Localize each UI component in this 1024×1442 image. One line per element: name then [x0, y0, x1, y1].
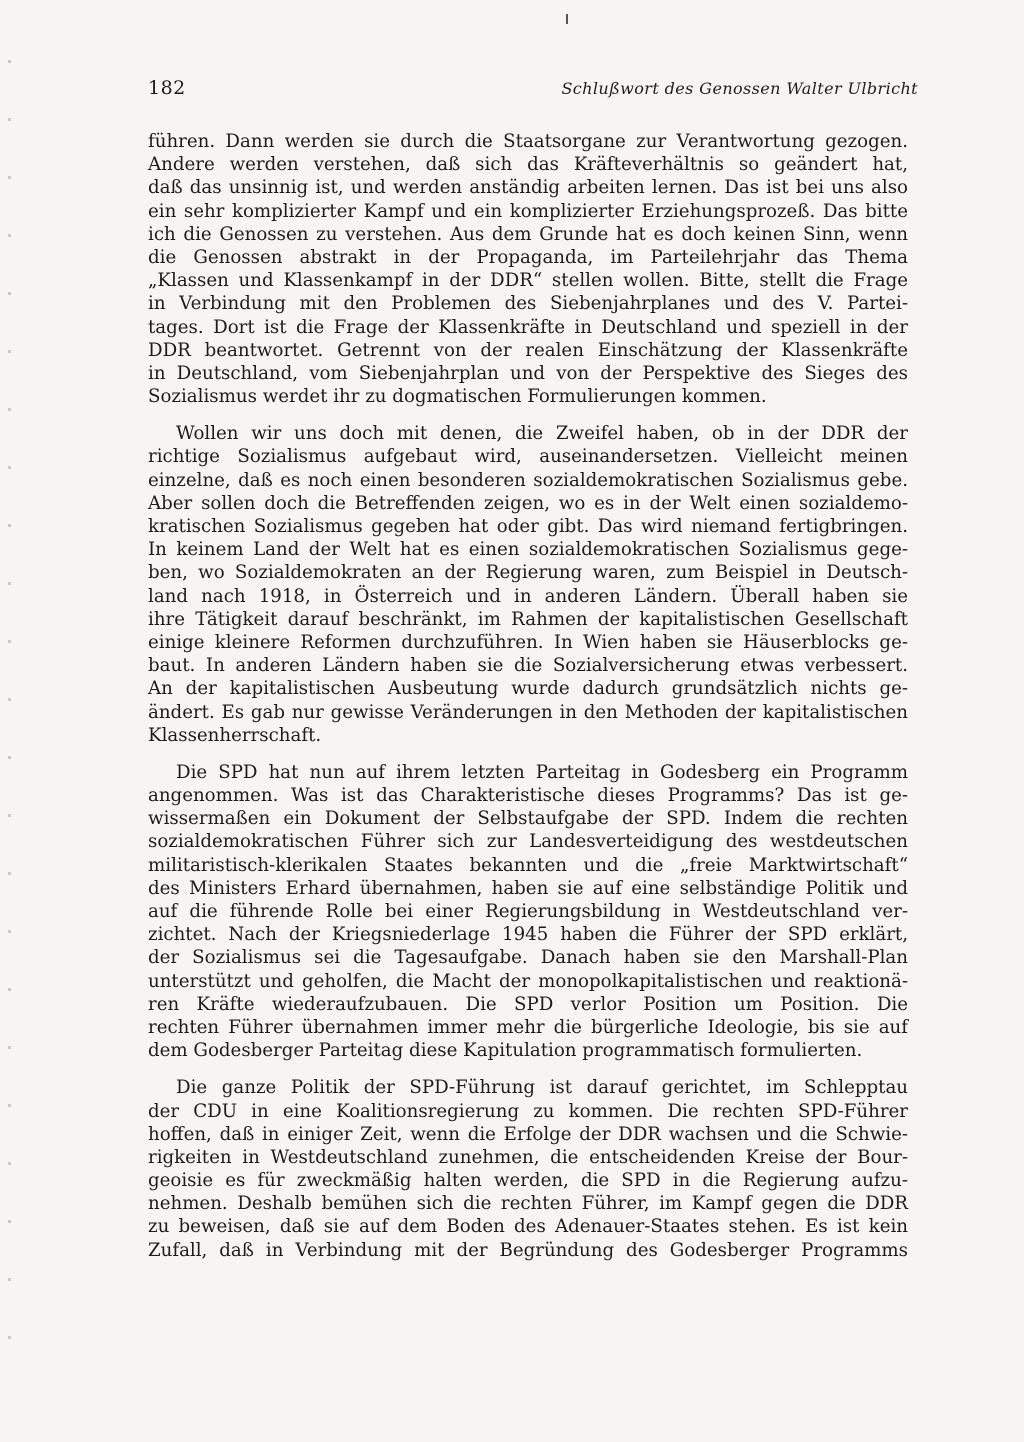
- text-line: einige kleinere Reformen durchzuführen. In Wien haben sie Häuserblocks ge-: [148, 631, 908, 653]
- text-line: Die ganze Politik der SPD-Führung ist darauf gerichtet, im Schlepptau: [176, 1077, 908, 1099]
- text-line: Zufall, daß in Verbindung mit der Begründung des Godesberger Programms: [148, 1239, 908, 1261]
- text-line: Wollen wir uns doch mit denen, die Zweifel haben, ob in der DDR der: [176, 423, 908, 445]
- text-line: zichtet. Nach der Kriegsniederlage 1945 haben die Führer der SPD erklärt,: [148, 924, 908, 946]
- scan-mark: [566, 14, 568, 24]
- text-line: In keinem Land der Welt hat es einen sozialdemokratischen Sozialismus gege-: [148, 539, 908, 561]
- text-line: An der kapitalistischen Ausbeutung wurde dadurch grundsätzlich nichts ge-: [148, 678, 908, 700]
- text-line: nehmen. Deshalb bemühen sich die rechten Führer, im Kampf gegen die DDR: [148, 1193, 908, 1215]
- text-line: ben, wo Sozialdemokraten an der Regierung waren, zum Beispiel in Deutsch-: [148, 562, 908, 584]
- text-line: tages. Dort ist die Frage der Klassenkräfte in Deutschland und speziell in der: [148, 316, 908, 338]
- text-line: Andere werden verstehen, daß sich das Kräfteverhältnis so geändert hat,: [148, 154, 908, 176]
- text-line: sozialdemokratischen Führer sich zur Landesverteidigung des westdeutschen: [148, 831, 908, 853]
- text-line: ein sehr komplizierter Kampf und ein komplizierter Erziehungsprozeß. Das bitte: [148, 200, 908, 222]
- page-number: 182: [148, 77, 186, 99]
- margin-scan-dots: [8, 60, 11, 1380]
- paragraph-4: [148, 1076, 908, 1262]
- paragraph-1: [148, 130, 908, 408]
- text-line: „Klassen und Klassenkampf in der DDR“ stellen wollen. Bitte, stellt die Frage: [148, 270, 908, 292]
- text-line: DDR beantwortet. Getrennt von der realen Einschätzung der Klassenkräfte: [148, 339, 908, 361]
- text-line: daß das unsinnig ist, und werden anständig arbeiten lernen. Das ist bei uns also: [148, 177, 908, 199]
- text-line: richtige Sozialismus aufgebaut wird, auseinandersetzen. Vielleicht meinen: [148, 446, 908, 468]
- text-line: unterstützt und geholfen, die Macht der monopolkapitalistischen und reaktionä-: [148, 970, 908, 992]
- text-line: Aber sollen doch die Betreffenden zeigen, wo es in der Welt einen sozialdemo-: [148, 492, 908, 514]
- text-line: baut. In anderen Ländern haben sie die Sozialversicherung etwas verbessert.: [148, 655, 908, 677]
- paragraph-3: [148, 761, 908, 1062]
- text-line: der CDU in eine Koalitionsregierung zu kommen. Die rechten SPD-Führer: [148, 1100, 908, 1122]
- text-line: einzelne, daß es noch einen besonderen sozialdemokratischen Sozialismus gebe.: [148, 469, 908, 491]
- text-line: die Genossen abstrakt in der Propaganda, im Parteilehrjahr das Thema: [148, 246, 908, 268]
- text-line: dem Godesberger Parteitag diese Kapitulation programmatisch formulierten.: [148, 1040, 863, 1062]
- text-line: auf die führende Rolle bei einer Regierungsbildung in Westdeutschland ver-: [148, 901, 908, 922]
- text-line: ich die Genossen zu verstehen. Aus dem Grunde hat es doch keinen Sinn, wenn: [148, 223, 908, 245]
- text-line: angenommen. Was ist das Charakteristische dieses Programms? Das ist ge-: [148, 785, 908, 807]
- text-line: führen. Dann werden sie durch die Staatsorgane zur Verantwortung gezogen.: [148, 131, 908, 152]
- body-text: [148, 130, 908, 1262]
- text-line: Sozialismus werdet ihr zu dogmatischen Formulierungen kommen.: [148, 386, 767, 408]
- text-line: zu beweisen, daß sie auf dem Boden des Adenauer-Staates stehen. Es ist kein: [148, 1216, 908, 1238]
- text-line: Klassenherrschaft.: [148, 724, 322, 746]
- text-line: kratischen Sozialismus gegeben hat oder gibt. Das wird niemand fertigbringen.: [148, 516, 908, 537]
- paragraph-2: [148, 422, 908, 747]
- text-line: geoisie es für zweckmäßig halten werden, die SPD in die Regierung aufzu-: [148, 1170, 908, 1192]
- text-line: der Sozialismus sei die Tagesaufgabe. Danach haben sie den Marshall-Plan: [148, 947, 908, 969]
- text-line: in Deutschland, vom Siebenjahrplan und von der Perspektive des Sieges des: [148, 362, 908, 384]
- text-line: hoffen, daß in einiger Zeit, wenn die Erfolge der DDR wachsen und die Schwie-: [148, 1123, 908, 1145]
- text-line: in Verbindung mit den Problemen des Siebenjahrplanes und des V. Partei-: [148, 293, 908, 315]
- text-line: land nach 1918, in Österreich und in anderen Ländern. Überall haben sie: [148, 585, 908, 607]
- text-line: ändert. Es gab nur gewisse Veränderungen in den Methoden der kapitalistischen: [148, 701, 908, 723]
- text-line: rechten Führer übernahmen immer mehr die bürgerliche Ideologie, bis sie auf: [148, 1016, 908, 1038]
- text-line: wissermaßen ein Dokument der Selbstaufgabe der SPD. Indem die rechten: [148, 808, 908, 830]
- text-line: militaristisch-klerikalen Staates bekannten und die „freie Marktwirtschaft“: [148, 854, 908, 876]
- text-line: ren Kräfte wiederaufzubauen. Die SPD verlor Position um Position. Die: [148, 993, 908, 1015]
- page-header: [148, 77, 918, 103]
- text-line: rigkeiten in Westdeutschland zunehmen, die entscheidenden Kreise der Bour-: [148, 1146, 908, 1168]
- text-line: ihre Tätigkeit darauf beschränkt, im Rahmen der kapitalistischen Gesellschaft: [148, 608, 908, 630]
- running-head: Schlußwort des Genossen Walter Ulbricht: [561, 79, 918, 98]
- text-line: des Ministers Erhard übernahmen, haben sie auf eine selbständige Politik und: [148, 877, 908, 899]
- text-line: Die SPD hat nun auf ihrem letzten Parteitag in Godesberg ein Programm: [176, 761, 908, 783]
